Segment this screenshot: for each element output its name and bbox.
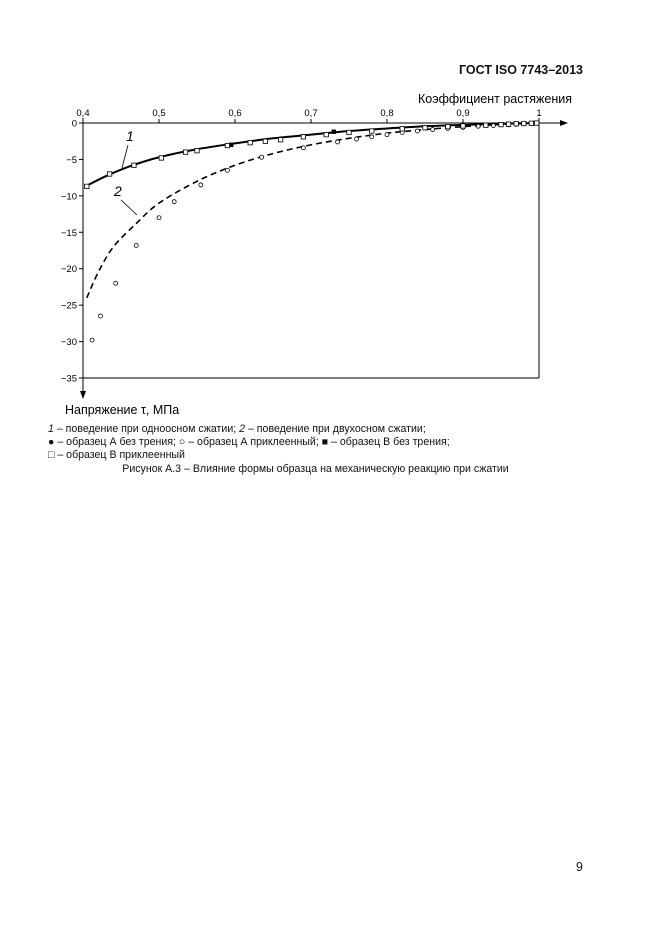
document-header: ГОСТ ISO 7743–2013 bbox=[458, 63, 583, 77]
y-tick-label: −15 bbox=[60, 227, 77, 239]
marker-open-circle bbox=[385, 133, 389, 137]
marker-open-square bbox=[183, 150, 187, 154]
marker-open-circle bbox=[98, 314, 102, 318]
y-tick-label: −20 bbox=[60, 264, 77, 276]
marker-filled-square bbox=[332, 130, 336, 134]
legend-item-3-text: ● – образец А без трения; ○ – образец А приклеенный; ■ – образец В без трения; bbox=[48, 436, 450, 448]
marker-open-circle bbox=[370, 135, 374, 139]
marker-open-circle bbox=[199, 183, 203, 187]
marker-open-circle bbox=[172, 200, 176, 204]
marker-open-circle bbox=[114, 281, 118, 285]
legend-item-1-text: – поведение при одноосном сжатии; bbox=[53, 423, 240, 435]
curve-1-label: 1 bbox=[126, 128, 134, 144]
y-tick-label: −35 bbox=[60, 373, 77, 385]
marker-open-circle bbox=[157, 216, 161, 220]
marker-open-circle bbox=[355, 137, 359, 141]
y-tick-label: −5 bbox=[66, 154, 77, 166]
figure-title: Рисунок А.3 – Влияние формы образца на механическую реакцию при сжатии bbox=[122, 463, 509, 475]
marker-open-circle bbox=[415, 129, 419, 133]
marker-open-square bbox=[446, 124, 450, 128]
marker-open-square bbox=[263, 139, 267, 143]
y-tick-label: −25 bbox=[60, 300, 77, 312]
marker-open-square bbox=[423, 126, 427, 130]
marker-open-circle bbox=[134, 243, 138, 247]
legend-item-2-number: 2 bbox=[239, 423, 246, 435]
y-tick-label: −30 bbox=[60, 337, 77, 349]
marker-open-square bbox=[529, 121, 533, 125]
marker-open-square bbox=[195, 148, 199, 152]
x-tick-label: 0,7 bbox=[304, 108, 318, 119]
marker-open-square bbox=[301, 135, 305, 139]
marker-open-square bbox=[132, 163, 136, 167]
marker-open-square bbox=[278, 138, 282, 142]
marker-open-square bbox=[107, 172, 111, 176]
curve-2-leader bbox=[121, 200, 137, 215]
x-tick-label: 1 bbox=[536, 108, 542, 119]
marker-open-square bbox=[484, 123, 488, 127]
axis-ticks bbox=[61, 108, 542, 385]
marker-open-square bbox=[522, 121, 526, 125]
marker-open-square bbox=[225, 143, 229, 147]
x-tick-label: 0,9 bbox=[456, 108, 470, 119]
x-tick-label: 0,5 bbox=[152, 108, 166, 119]
marker-open-square bbox=[535, 121, 539, 125]
marker-open-circle bbox=[491, 124, 495, 128]
marker-open-circle bbox=[336, 140, 340, 144]
figure-legend bbox=[48, 423, 583, 462]
legend-item-2-text: – поведение при двухосном сжатии; bbox=[245, 423, 426, 435]
x-tick-label: 0,8 bbox=[380, 108, 394, 119]
marker-open-square bbox=[370, 129, 374, 133]
marker-open-square bbox=[461, 124, 465, 128]
x-axis-label: Коэффициент растяжения bbox=[418, 92, 572, 106]
legend-item-4-text: □ – образец В приклеенный bbox=[48, 449, 185, 461]
x-tick-label: 0,6 bbox=[228, 108, 242, 119]
x-tick-label: 0,4 bbox=[76, 108, 90, 119]
marker-open-square bbox=[400, 127, 404, 131]
marker-open-square bbox=[347, 130, 351, 134]
marker-open-circle bbox=[476, 124, 480, 128]
curve-2-label: 2 bbox=[114, 183, 122, 199]
marker-open-circle bbox=[260, 155, 264, 159]
curve-2 bbox=[87, 123, 539, 298]
curves bbox=[87, 123, 539, 298]
marker-open-square bbox=[499, 122, 503, 126]
curve-1-leader bbox=[122, 145, 128, 168]
y-tick-label: 0 bbox=[71, 118, 77, 130]
legend-item-1-number: 1 bbox=[48, 423, 54, 435]
page-number: 9 bbox=[576, 860, 583, 874]
marker-open-circle bbox=[225, 168, 229, 172]
marker-open-square bbox=[324, 132, 328, 136]
marker-open-circle bbox=[90, 338, 94, 342]
marker-open-circle bbox=[431, 128, 435, 132]
marker-open-square bbox=[85, 184, 89, 188]
marker-open-square bbox=[506, 122, 510, 126]
marker-open-circle bbox=[301, 146, 305, 150]
marker-open-square bbox=[159, 156, 163, 160]
marker-open-square bbox=[514, 122, 518, 126]
marker-open-square bbox=[248, 140, 252, 144]
y-axis-label: Напряжение τ, МПа bbox=[65, 403, 180, 417]
curve-1 bbox=[87, 123, 539, 186]
data-markers bbox=[85, 121, 539, 342]
y-tick-label: −10 bbox=[60, 191, 77, 203]
